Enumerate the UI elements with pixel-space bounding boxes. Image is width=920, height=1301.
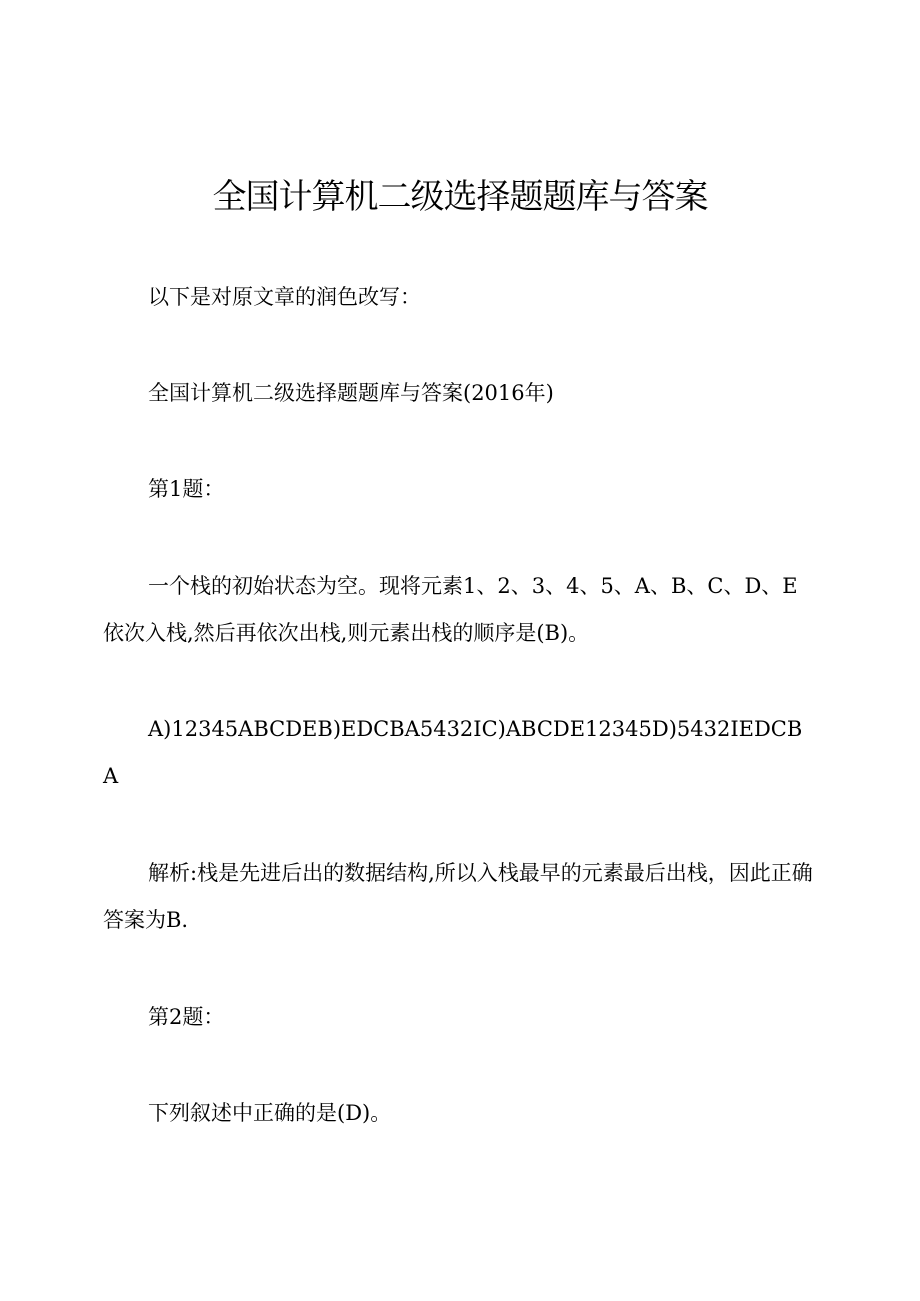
page-title: 全国计算机二级选择题题库与答案 (212, 177, 708, 217)
question-1-explanation: 解析:栈是先进后出的数据结构,所以入栈最早的元素最后出栈，因此正确答案为B. (103, 861, 813, 932)
subtitle-paragraph: 全国计算机二级选择题题库与答案(2016年) (148, 381, 554, 405)
question-1-options: A)12345ABCDEB)EDCBA5432IC)ABCDE12345D)5432IEDCBA (103, 717, 803, 788)
question-2-text: 下列叙述中正确的是(D)。 (148, 1101, 392, 1125)
question-1-text: 一个栈的初始状态为空。现将元素1、2、3、4、5、A、B、C、D、E依次入栈,然后再依次出栈,则元素出栈的顺序是(B)。 (103, 574, 798, 645)
question-2-heading: 第2题： (148, 1005, 225, 1029)
question-1-heading: 第1题： (148, 477, 225, 501)
intro-paragraph: 以下是对原文章的润色改写： (148, 285, 421, 309)
